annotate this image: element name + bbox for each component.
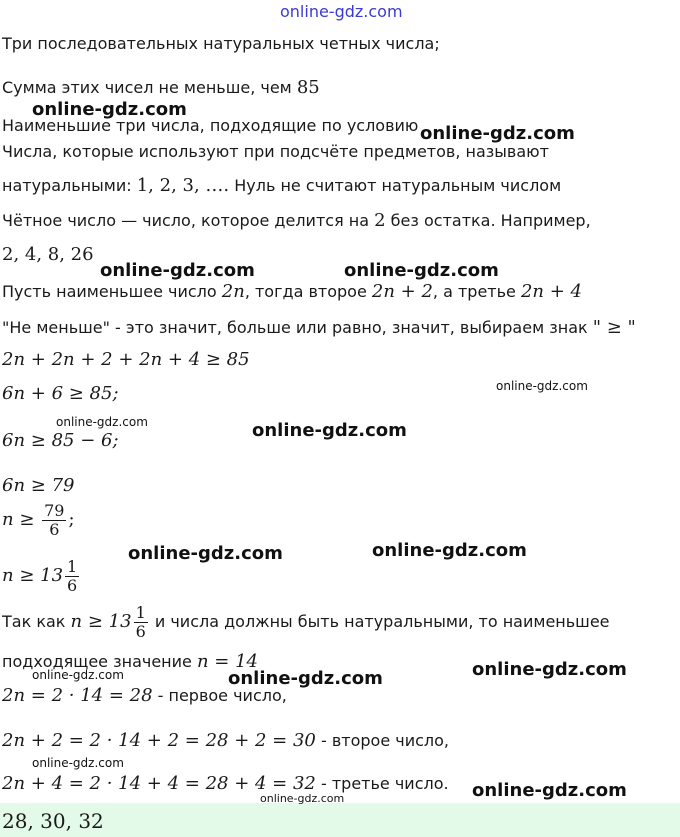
watermark: online-gdz.com (472, 659, 627, 680)
equation-4: 6n ≥ 79 (2, 475, 75, 496)
let-line: Пусть наименьшее число 2n, тогда второе 2n + 2, а третье 2n + 4 (2, 281, 582, 302)
watermark: online-gdz.com (472, 780, 627, 801)
watermark: online-gdz.com (252, 420, 407, 441)
watermark: online-gdz.com (32, 668, 124, 682)
watermark: online-gdz.com (32, 99, 187, 120)
watermark: online-gdz.com (128, 543, 283, 564)
answer-value: 28, 30, 32 (2, 809, 104, 833)
fraction-1-6-inline: $\frac{1}{6}$ (135, 603, 146, 641)
since-line: Так как n ≥ 13 $\frac{1}{6}$ и числа должны быть натуральными, то наименьшее (2, 603, 610, 641)
watermark: online-gdz.com (228, 668, 383, 689)
equation-1: 2n + 2n + 2 + 2n + 4 ≥ 85 (2, 349, 250, 370)
watermark: online-gdz.com (32, 756, 124, 770)
watermark: online-gdz.com (344, 260, 499, 281)
equation-2: 6n + 6 ≥ 85; (2, 383, 119, 404)
watermark: online-gdz.com (56, 415, 148, 429)
watermark: online-gdz.com (100, 260, 255, 281)
sign-line: "Не меньше" - это значит, больше или равно, значит, выбираем знак " ≥ " (2, 317, 636, 338)
even-examples: 2, 4, 8, 26 (2, 244, 94, 265)
fraction-79-6: $\frac{79}{6}$ (44, 501, 65, 539)
equation-3: 6n ≥ 85 − 6; (2, 430, 119, 451)
even-definition: Чётное число — число, которое делится на 2 без остатка. Например, (2, 210, 591, 231)
first-number-line: 2n = 2 · 14 = 28 - первое число, (2, 685, 287, 706)
second-number-line: 2n + 2 = 2 · 14 + 2 = 28 + 2 = 30 - второе число, (2, 730, 449, 751)
fraction-1-6: $\frac{1}{6}$ (67, 557, 78, 595)
third-number-line: 2n + 4 = 2 · 14 + 4 = 28 + 4 = 32 - третье число. (2, 773, 449, 794)
natural-definition: Числа, которые используют при подсчёте предметов, называют (2, 142, 549, 161)
given-line-1: Три последовательных натуральных четных числа; (2, 34, 440, 53)
equation-6: n ≥ 13 $\frac{1}{6}$ (2, 557, 78, 595)
given-line-3: Наименьшие три числа, подходящие по условию (2, 116, 419, 135)
watermark: online-gdz.com (260, 792, 345, 805)
equation-5: n ≥ $\frac{79}{6}$ ; (2, 501, 75, 539)
watermark: online-gdz.com (372, 540, 527, 561)
value-line: подходящее значение n = 14 (2, 651, 258, 672)
watermark: online-gdz.com (420, 123, 575, 144)
watermark: online-gdz.com (496, 379, 588, 393)
answer-box (0, 803, 680, 837)
natural-examples-line: натуральными: 1, 2, 3, …. Нуль не считают натуральным числом (2, 175, 562, 196)
given-line-2: Сумма этих чисел не меньше, чем 85 (2, 77, 320, 98)
top-watermark: online-gdz.com (280, 2, 403, 21)
